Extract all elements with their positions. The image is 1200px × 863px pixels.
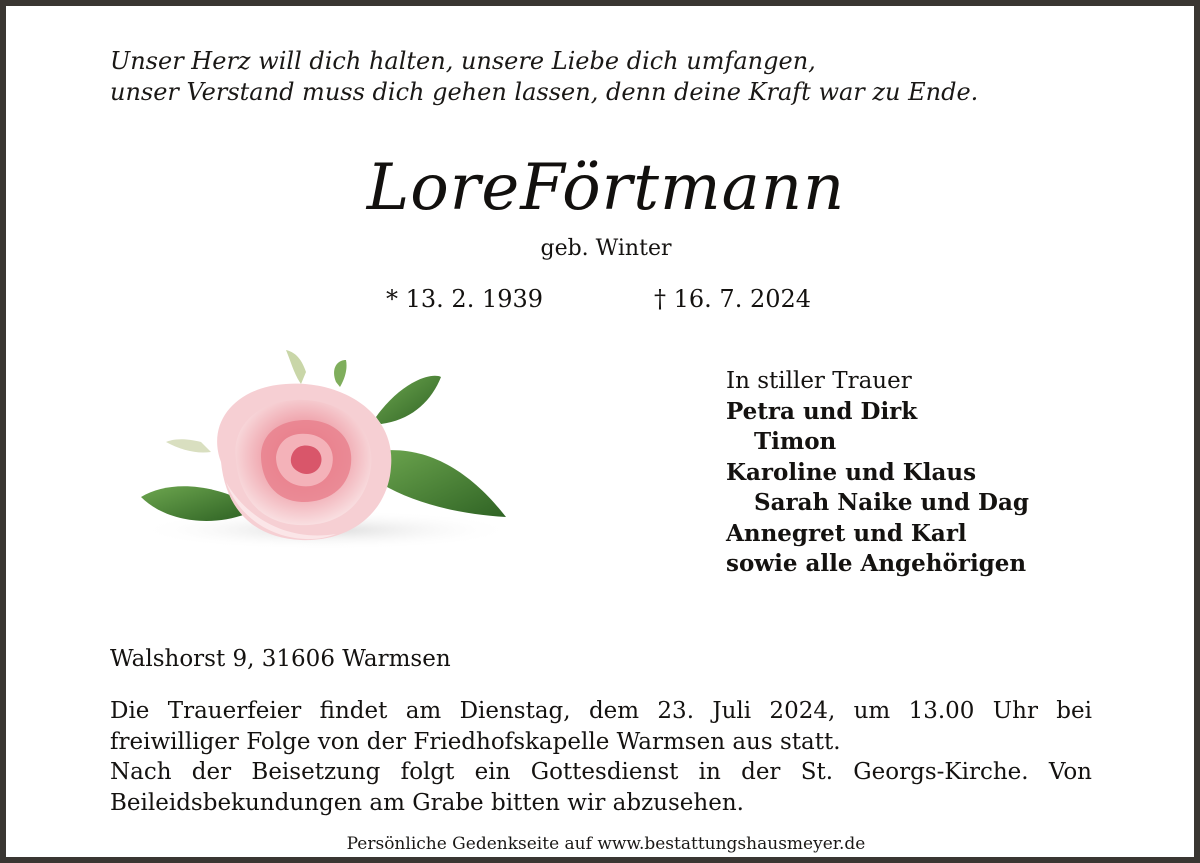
maiden-name: geb. Winter	[540, 236, 672, 261]
ceremony-notice	[110, 696, 1092, 818]
quote-line: Unser Herz will dich halten, unsere Liebe dich umfangen,	[110, 47, 816, 75]
mourner-name: Karoline und Klaus	[726, 458, 977, 486]
mourner-name: Annegret und Karl	[726, 519, 967, 547]
death-date: † 16. 7. 2024	[654, 285, 812, 313]
address: Walshorst 9, 31606 Warmsen	[110, 646, 451, 672]
quote-line: unser Verstand muss dich gehen lassen, denn deine Kraft war zu Ende.	[110, 78, 979, 106]
mourner-name: Sarah Naike und Dag	[754, 489, 1029, 516]
mourners-list	[726, 366, 1029, 580]
memorial-page-link: Persönliche Gedenkseite auf www.bestattungshausmeyer.de	[346, 834, 866, 854]
deceased-name: LoreFörtmann	[366, 151, 846, 225]
ceremony-line: Beileidsbekundungen am Grabe bitten wir abzusehen.	[110, 789, 744, 816]
birth-date: * 13. 2. 1939	[386, 285, 544, 313]
rose-icon	[126, 342, 526, 557]
ceremony-line: freiwilliger Folge von der Friedhofskapelle Warmsen aus statt.	[110, 728, 841, 755]
mourner-name: sowie alle Angehörigen	[726, 550, 1027, 577]
mourner-name: Petra und Dirk	[726, 397, 918, 425]
mourners-intro: In stiller Trauer	[726, 368, 912, 394]
mourner-name: Timon	[754, 428, 837, 455]
memorial-quote	[110, 46, 1110, 108]
ceremony-line: Die Trauerfeier findet am Dienstag, dem 23. Juli 2024, um 13.00 Uhr bei	[110, 698, 1092, 724]
ceremony-line: Nach der Beisetzung folgt ein Gottesdienst in der St. Georgs-Kirche. Von	[110, 759, 1092, 785]
